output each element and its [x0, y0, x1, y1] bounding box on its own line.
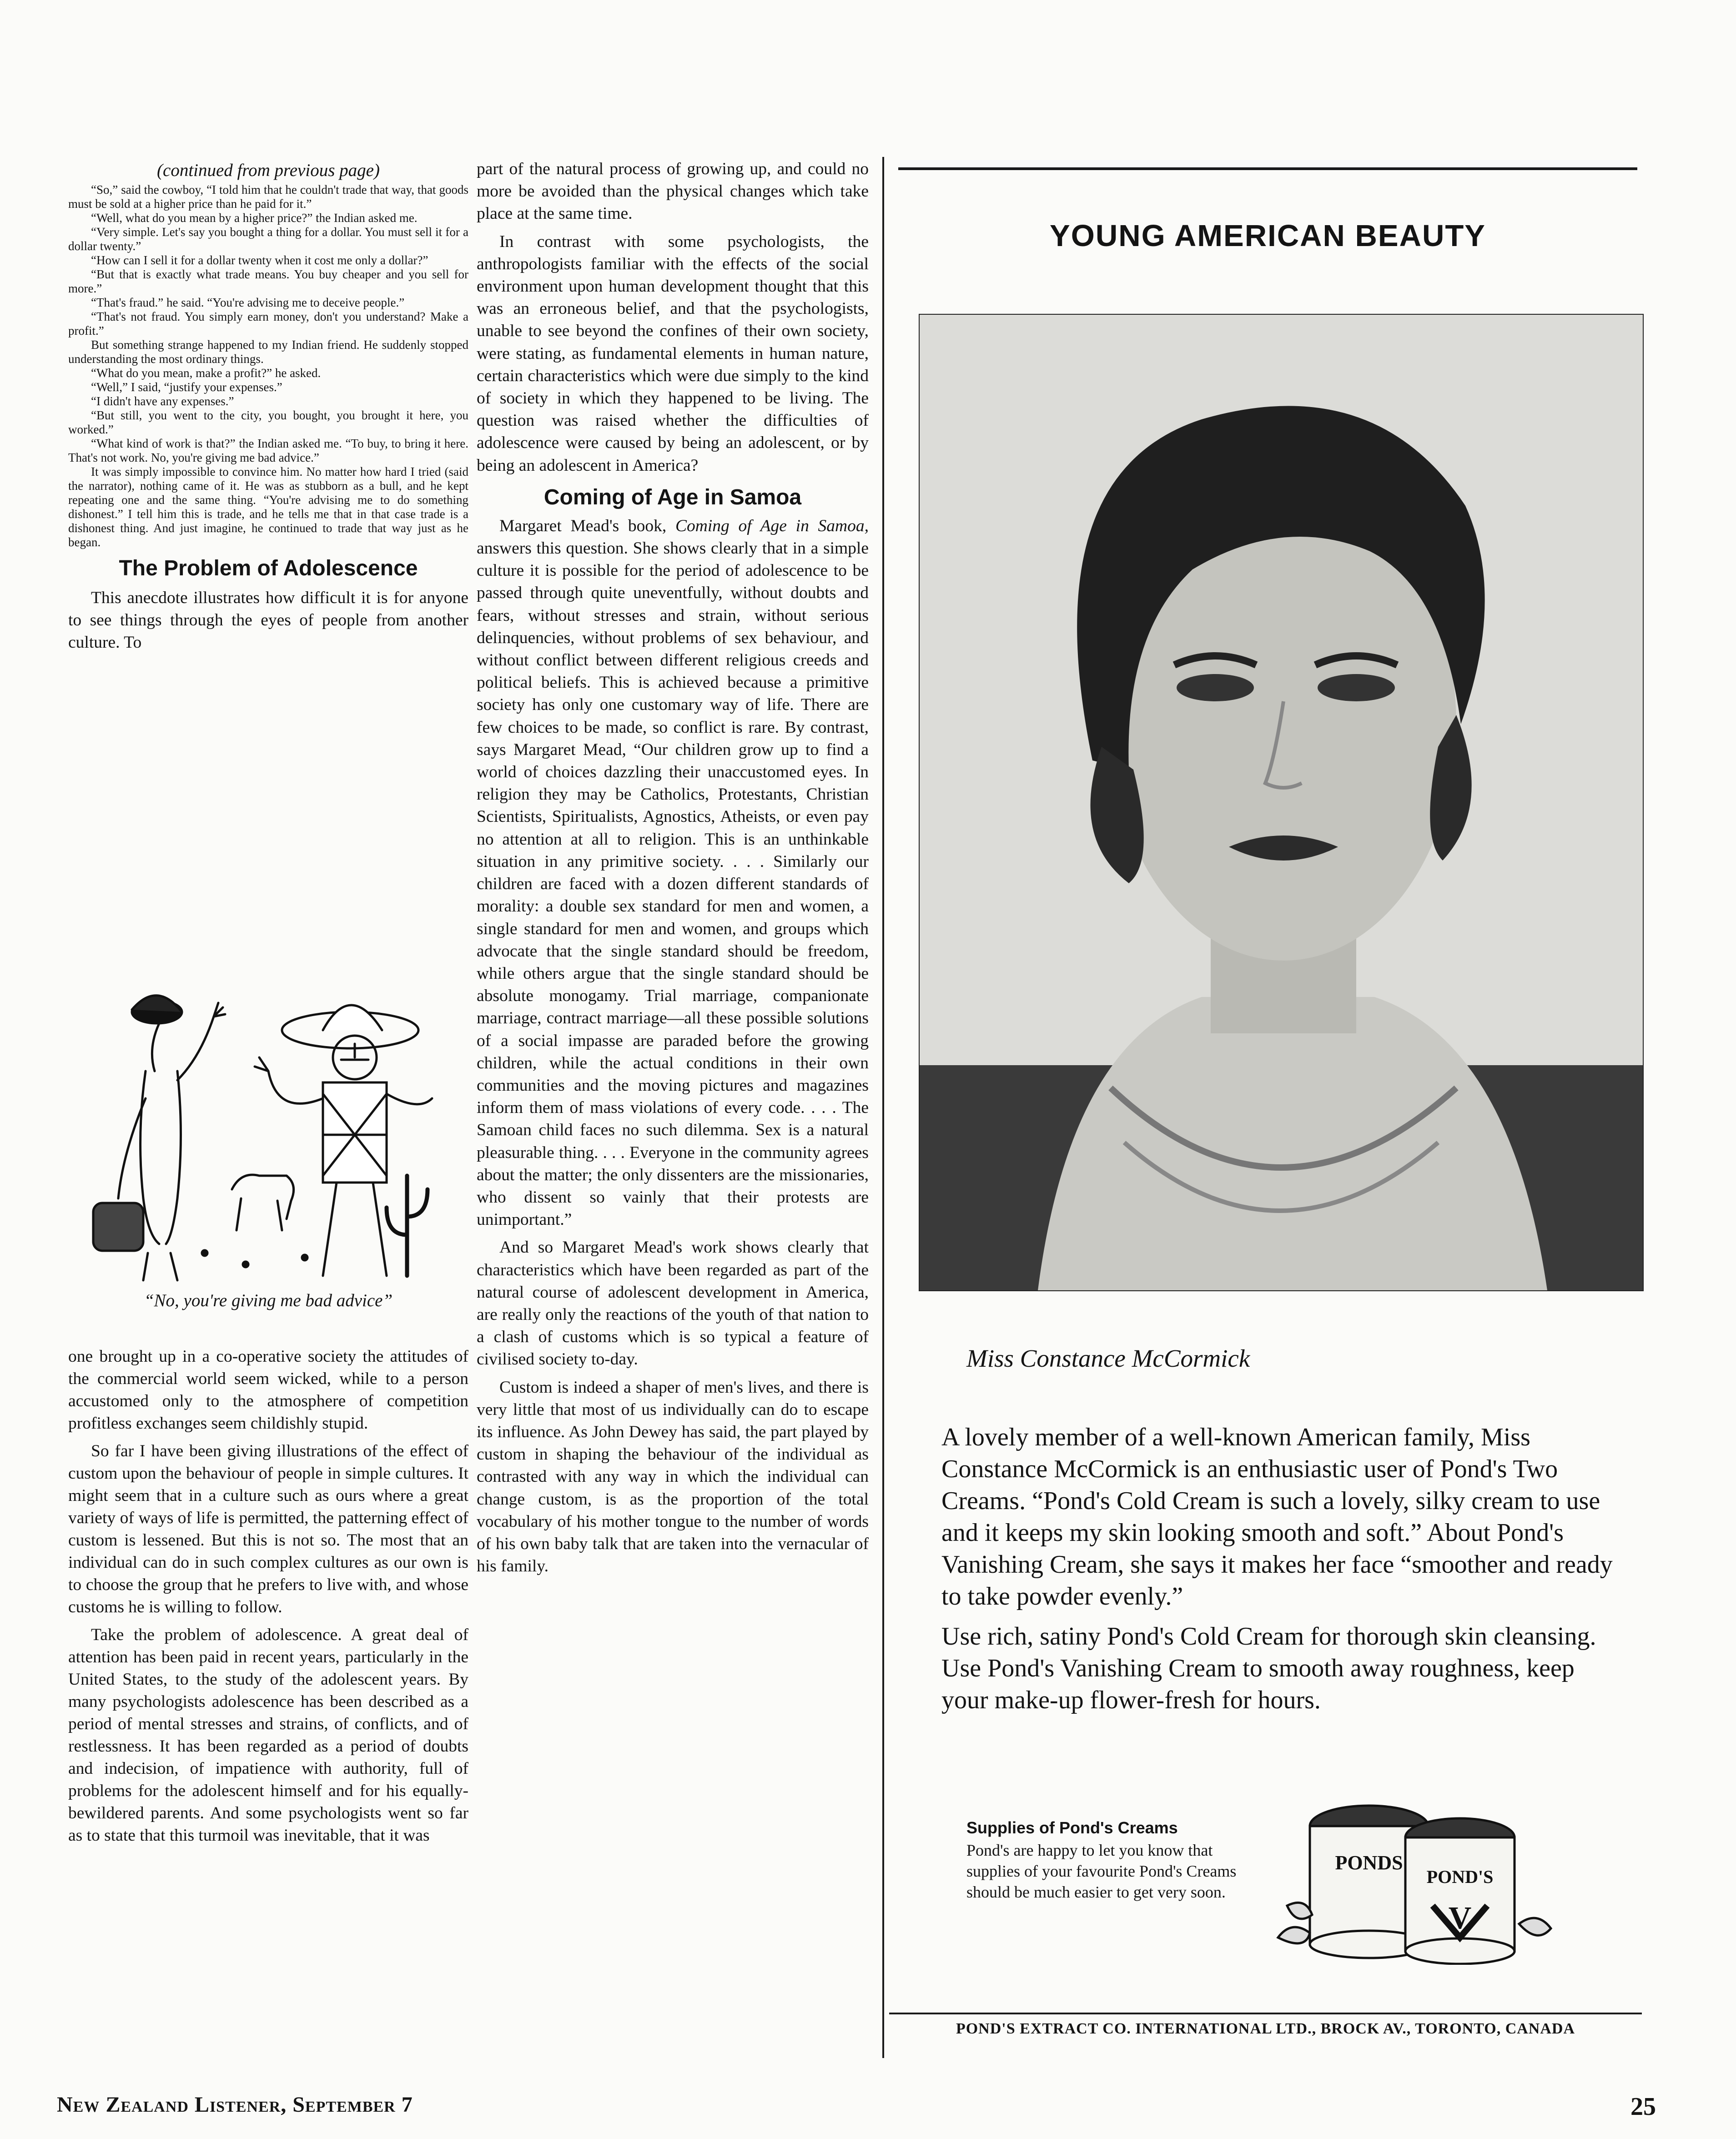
paragraph: “But still, you went to the city, you bought, you brought it here, you worked.”: [68, 408, 468, 436]
paragraph: And so Margaret Mead's work shows clearly that characteristics which have been regarded as part of the natural course of adolescent development in America, are really only the reactions of the youth of that nation to a clash of customs which is so typical a feature of civilised society to-day.: [477, 1238, 869, 1369]
ad-footer: POND'S EXTRACT CO. INTERNATIONAL LTD., BROCK AV., TORONTO, CANADA: [956, 2020, 1575, 2037]
ad-paragraph: Use rich, satiny Pond's Cold Cream for thorough skin cleansing. Use Pond's Vanishing Cream to smooth away roughness, keep your make-up flower-fresh for hours.: [941, 1622, 1596, 1714]
paragraph: But something strange happened to my Indian friend. He suddenly stopped understanding the most ordinary things.: [68, 338, 468, 366]
paragraph: “Well, what do you mean by a higher price?” the Indian asked me.: [91, 211, 418, 225]
section-heading: Coming of Age in Samoa: [543, 485, 802, 509]
paragraph: This anecdote illustrates how difficult it is for anyone to see things through the eyes of people from another culture. To: [68, 589, 468, 652]
paragraph: Custom is indeed a shaper of men's lives, and there is very little that most of us individually can do to escape its influence. As John Dewey has said, the part played by custom in shaping the behaviour of the individual as contrasted with any way in which the individual can change custom, is as the proportion of the total vocabulary of his mother tongue to the number of words of his own baby talk that are taken into the vernacular of his family.: [477, 1378, 869, 1576]
paragraph: “That's not fraud. You simply earn money, don't you understand? Make a profit.”: [68, 310, 468, 337]
cartoon-illustration: [68, 962, 468, 1283]
paragraph: “Well,” I said, “justify your expenses.”: [91, 380, 282, 394]
paragraph: It was simply impossible to convince him. No matter how hard I tried (said the narrator), nothing came of it. He was as stubborn as a bull, and he kept repeating one and the same thing. “You're advising me to do something dishonest.” I tell him this is trade, and he tells me that in that case trade is a dishonest thing. And just imagine, he continued to trade that way just as he began.: [68, 465, 468, 549]
paragraph: part of the natural process of growing up, and could no more be avoided than the physical changes which take place at the same time.: [477, 160, 869, 223]
paragraph: “So,” said the cowboy, “I told him that he couldn't trade that way, that goods must be sold at a higher price than he paid for it.”: [68, 183, 468, 211]
jar-letter: V: [1448, 1901, 1472, 1936]
continued-note: (continued from previous page): [157, 161, 380, 180]
photo-caption: Miss Constance McCormick: [966, 1344, 1250, 1372]
paragraph: “I didn't have any expenses.”: [91, 394, 234, 408]
paragraph: So far I have been giving illustrations of the effect of custom upon the behaviour of people in simple cultures. It might seem that in a culture such as ours where a great variety of ways of life is permitted, the patterning effect of custom is lessened. But this is not so. The most that an individual can do in such complex cultures as our own is to choose the group that he prefers to live with, and whose customs he is willing to follow.: [68, 1442, 468, 1616]
paragraph: Take the problem of adolescence. A great deal of attention has been paid in recent years, particularly in the United States, to the study of the adolescent years. By many psychologists adolescence has been described as a period of mental stresses and strains, of conflicts, and of restlessness. It has been regarded as a period of doubts and indecision, of impatience with authority, full of problems for the adolescent himself and for his equally-bewildered parents. And some psychologists went so far as to state that this turmoil was inevitable, that it was: [68, 1626, 468, 1845]
supplies-heading: Supplies of Pond's Creams: [966, 1818, 1178, 1837]
page-number: 25: [1630, 2093, 1656, 2121]
article-column-1: [68, 159, 468, 654]
article-column-2: [477, 158, 869, 1583]
paragraph: “What do you mean, make a profit?” he asked.: [91, 366, 321, 380]
column-divider: [882, 157, 884, 2058]
paragraph: one brought up in a co-operative society the attitudes of the commercial world seem wicked, while to a person accustomed only to the atmosphere of competition profitless exchanges seem childishly stupid.: [68, 1347, 468, 1433]
jar-label: POND'S: [1426, 1867, 1494, 1887]
portrait-photo: [919, 314, 1644, 1291]
ad-copy: [941, 1421, 1624, 1724]
book-title: Coming of Age in Samoa,: [675, 516, 869, 535]
paragraph: “What kind of work is that?” the Indian asked me. “To buy, to bring it here. That's not work. No, you're giving me bad advice.”: [68, 437, 468, 464]
paragraph-text: Margaret Mead's book,: [499, 516, 675, 535]
publication-footer: New Zealand Listener, September 7: [57, 2093, 413, 2117]
supplies-text: Pond's are happy to let you know that supplies of your favourite Pond's Creams should be much easier to get very soon.: [966, 1841, 1237, 1901]
paragraph: “Very simple. Let's say you bought a thing for a dollar. You must sell it for a dollar twenty.”: [68, 225, 468, 253]
ponds-jars-illustration: [1260, 1783, 1560, 1965]
article-column-1-continued: [68, 1345, 468, 1852]
ad-paragraph: A lovely member of a well-known American family, Miss Constance McCormick is an enthusiastic user of Pond's Two Creams. “Pond's Cold Cream is such a lovely, silky cream to use and it keeps my skin looking smooth and soft.” About Pond's Vanishing Cream, she says it makes her face “smoother and ready to take powder evenly.”: [941, 1423, 1613, 1611]
jar-label: PONDS: [1335, 1852, 1403, 1874]
paragraph: In contrast with some psychologists, the anthropologists familiar with the effects of the social environment upon human development thought that this was an erroneous belief, and that the psychologists, unable to see beyond the confines of their own society, were stating, as fundamental elements in human nature, certain characteristics which were due simply to the kind of society in which they happened to be living. The question was raised whether the difficulties of adolescence were caused by being an adolescent, or by being an adolescent in America?: [477, 232, 869, 475]
paragraph: “But that is exactly what trade means. You buy cheaper and you sell for more.”: [68, 267, 468, 295]
ad-bottom-rule: [889, 2013, 1642, 2014]
paragraph: “That's fraud.” he said. “You're advising me to deceive people.”: [91, 296, 405, 309]
paragraph: “How can I sell it for a dollar twenty when it cost me only a dollar?”: [91, 253, 428, 267]
ad-title: YOUNG AMERICAN BEAUTY: [1050, 219, 1486, 253]
ad-top-rule: [898, 167, 1637, 170]
section-heading: The Problem of Adolescence: [119, 556, 418, 580]
paragraph-text: answers this question. She shows clearly that in a simple culture it is possible for the period of adolescence to be passed through quite uneventfully, without doubts and fears, without stresses and strain, without serious delinquencies, without problems of sex behaviour, and without conflict between different religious creeds and political beliefs. This is achieved because a primitive society has only one customary way of life. There are few choices to be made, so conflict is rare. By contrast, says Margaret Mead, “Our children grow up to find a world of choices dazzling their unaccustomed eyes. In religion they may be Catholics, Protestants, Christian Scientists, Spiritualists, Agnostics, Atheists, or even pay no attention at all to religion. This is an unthinkable situation in any primitive society. . . . Similarly our children are faced with a dozen different standards of morality: a double sex standard for men and women, a single standard for men and women, and groups which advocate that the single standard should be freedom, while others argue that the single standard should be absolute monogamy. Trial marriage, companionate marriage, contract marriage—all these possible solutions of a social impasse are paraded before the growing children, while the actual conditions in their own communities and the moving pictures and magazines inform them of mass violations of every code. . . . The Samoan child faces no such dilemma. Sex is a natural pleasurable thing. . . . Everyone in the community agrees about the matter; the only dissenters are the missionaries, who dissent so vainly that their protests are unimportant.”: [477, 539, 869, 1229]
cartoon-caption: “No, you're giving me bad advice”: [144, 1291, 393, 1310]
paragraph: [477, 515, 869, 1231]
